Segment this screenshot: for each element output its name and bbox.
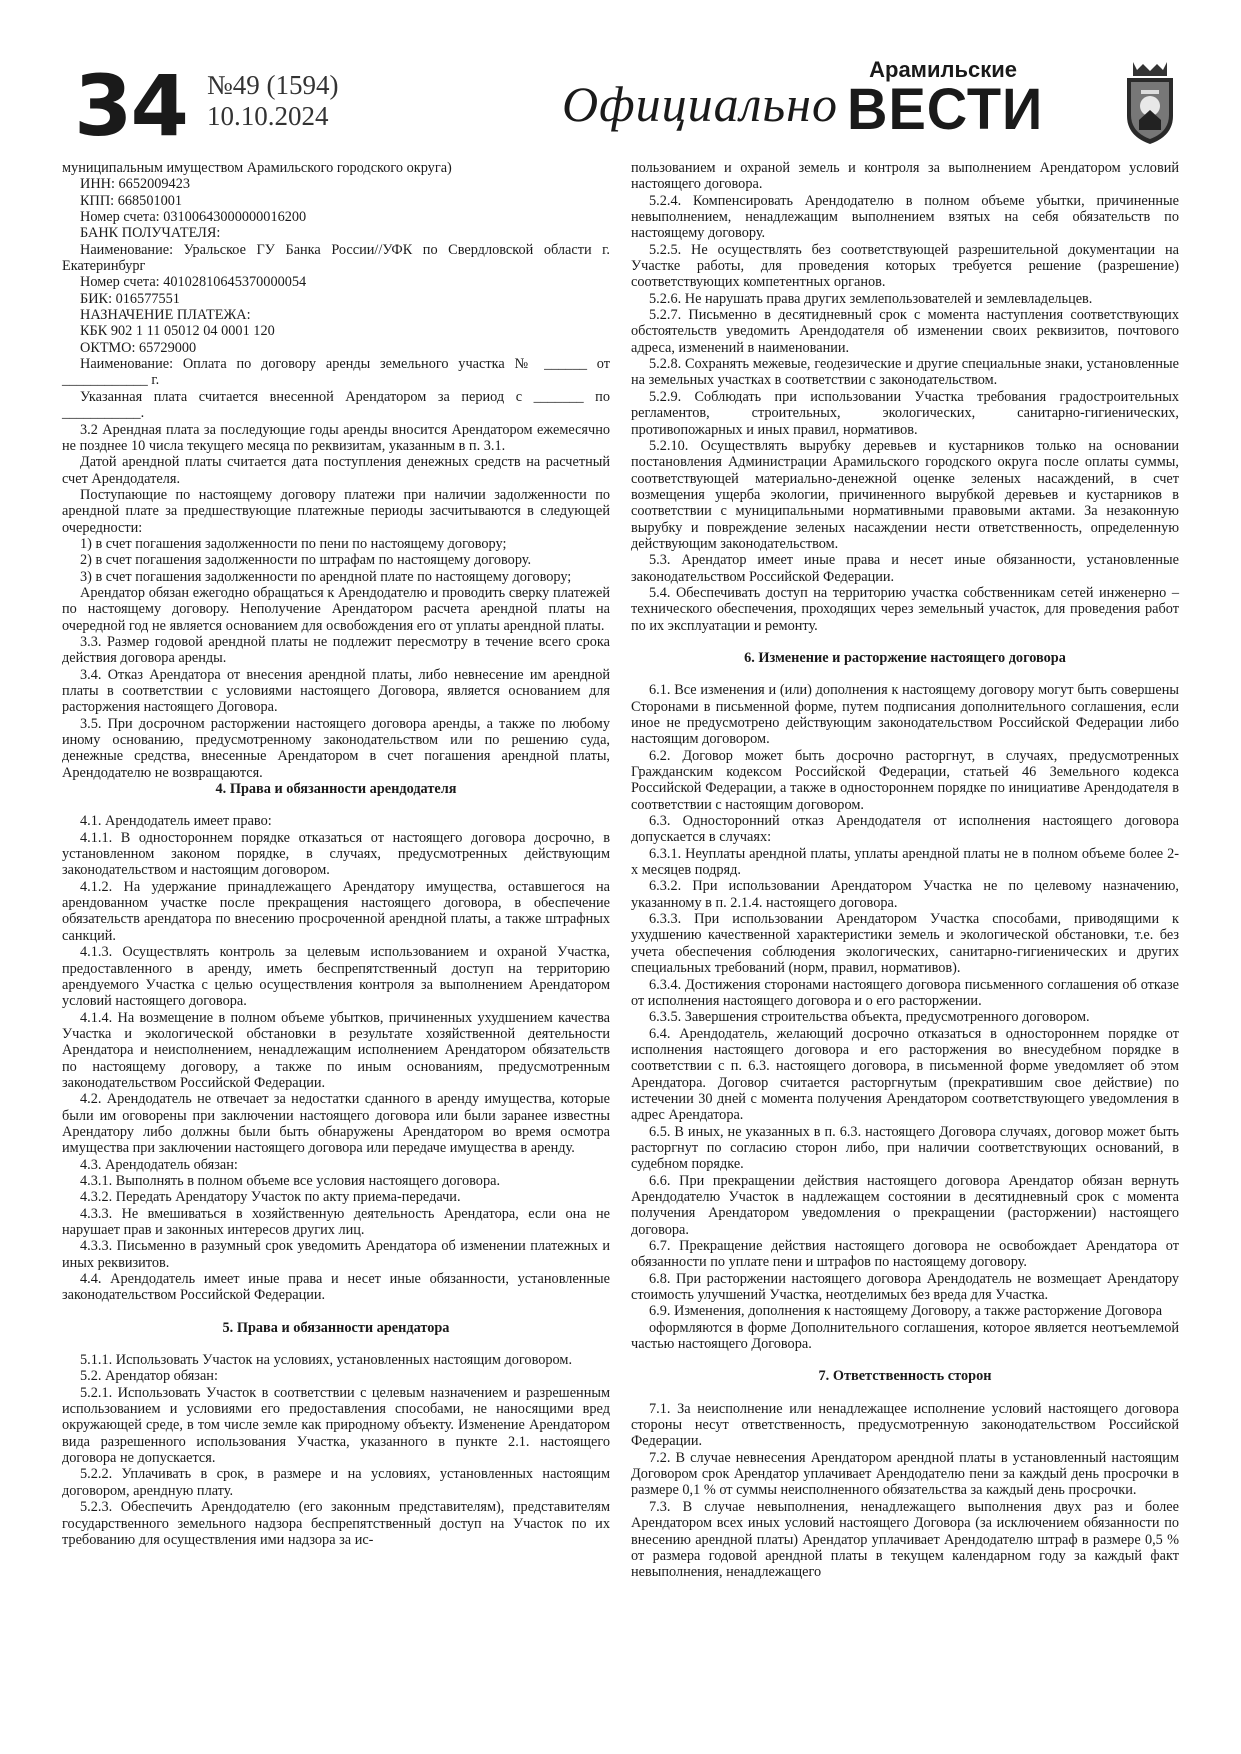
paragraph: КПП: 668501001 <box>80 192 183 209</box>
paragraph: 7.2. В случае невнесения Арендатором арендной платы в установленный настоящим Договором срок Арендатор уплачивает Арендодателю пени за каждый день просрочки в размере 0,1 % от суммы неисполненного обязательства за каждый день просрочки. <box>631 1449 1179 1499</box>
paragraph: 1) в счет погашения задолженности по пени по настоящему договору; <box>80 535 507 552</box>
paragraph: 4.1.2. На удержание принадлежащего Арендатору имущества, оставшегося на арендованном участке после прекращения настоящего договора, в обеспечение обязательств арендатора по внесению просроченной арендной платы, а также штрафных санкций. <box>62 878 610 944</box>
paragraph: 3.3. Размер годовой арендной платы не подлежит пересмотру в течение всего срока действия договора аренды. <box>62 633 610 667</box>
paragraph: 4.3.3. Письменно в разумный срок уведомить Арендатора об изменении платежных и иных реквизитов. <box>62 1238 610 1271</box>
paragraph: 5.2.8. Сохранять межевые, геодезические и другие специальные знаки, установленные на земельных участках в соответствии с законодательством. <box>631 356 1179 389</box>
paragraph: 6.3.5. Завершения строительства объекта, предусмотренного договором. <box>649 1009 1090 1026</box>
paragraph: БИК: 016577551 <box>80 290 180 307</box>
paragraph: 5.2.9. Соблюдать при использовании Участка требования градостроительных регламентов, строительных, экологических, санитарно-гигиенических, противопожарных и иных правил, нормативов. <box>631 388 1179 438</box>
page-number: 34 <box>74 57 187 155</box>
paragraph: БАНК ПОЛУЧАТЕЛЯ: <box>80 225 221 242</box>
paragraph: 7.1. За неисполнение или ненадлежащее исполнение условий настоящего договора стороны несут ответственность, предусмотренную законодательством Российской Федерации. <box>631 1400 1179 1450</box>
paragraph: 5.3. Арендатор имеет иные права и несет иные обязанности, установленные законодательством Российской Федерации. <box>631 552 1179 585</box>
paragraph: 6.4. Арендодатель, желающий досрочно отказаться в одностороннем порядке от исполнения настоящего договора и его расторжения во внесудебном порядке в соответствии с п. 6.3. настоящего договора, в письменной форме уведомляет об этом Арендатора. Договор считается расторгнутым (прекратившим свое действие) по истечении 30 дней с момента получения Арендатором соответствующего уведомления в адрес Арендатора. <box>631 1025 1179 1124</box>
paragraph: ОКТМО: 65729000 <box>80 339 197 356</box>
city-crest-icon <box>1121 60 1179 146</box>
paragraph: 5.1.1. Использовать Участок на условиях, установленных настоящим договором. <box>80 1352 573 1369</box>
paragraph: 3) в счет погашения задолженности по арендной плате по настоящему договору; <box>80 568 572 585</box>
paragraph: 6.5. В иных, не указанных в п. 6.3. настоящего Договора случаях, договор может быть расторгнут по согласию сторон либо, при наличии соответствующих оснований, в судебном порядке. <box>631 1123 1179 1173</box>
paragraph: КБК 902 1 11 05012 04 0001 120 <box>80 323 275 340</box>
logo-top-text: Арамильские <box>869 57 1017 82</box>
paragraph: оформляются в форме Дополнительного соглашения, которое является неотъемлемой частью настоящего Договора. <box>631 1319 1179 1353</box>
paragraph: муниципальным имуществом Арамильского городского округа) <box>62 160 452 176</box>
paragraph: пользованием и охраной земель и контроля за выполнением Арендатором условий настоящего договора. <box>631 160 1179 193</box>
paragraph: 6.3.4. Достижения сторонами настоящего договора письменного соглашения об отказе от исполнения настоящего договора и о его расторжении. <box>631 976 1179 1009</box>
paragraph: 5.2. Арендатор обязан: <box>80 1368 218 1385</box>
paragraph: 2) в счет погашения задолженности по штрафам по настоящему договору. <box>80 552 532 569</box>
paragraph: Поступающие по настоящему договору платежи при наличии задолженности по арендной плате за предшествующие платежные периоды засчитываются в следующей очередности: <box>62 486 610 536</box>
paragraph: 4.4. Арендодатель имеет иные права и несет иные обязанности, установленные законодательством Российской Федерации. <box>62 1271 610 1304</box>
issue-info <box>207 70 339 132</box>
paragraph: 4.3.1. Выполнять в полном объеме все условия настоящего договора. <box>80 1172 501 1189</box>
paragraph: 3.5. При досрочном расторжении настоящего договора аренды, а также по любому иному основанию, предусмотренному законодательством или по решению суда, денежные средства, внесенные Арендатором в счет погашения арендной платы, Арендодателю не возвращаются. <box>62 715 610 781</box>
logo-main-text: ВЕСТИ <box>847 75 1044 142</box>
paragraph: 5.2.4. Компенсировать Арендодателю в полном объеме убытки, причиненные невыполнением, ненадлежащим выполнением взятых на себя обязательств по настоящему договору. <box>631 192 1179 242</box>
paragraph: Наименование: Оплата по договору аренды земельного участка № ______ от ____________ г. <box>62 356 610 389</box>
section-title: Официально <box>562 76 838 132</box>
paragraph: 5.2.7. Письменно в десятидневный срок с момента наступления соответствующих обстоятельств уведомить Арендодателя об изменении своих реквизитов, почтового адреса, изменений в наименовании. <box>631 307 1179 356</box>
text-column-left <box>62 160 610 1548</box>
paragraph: 4.3. Арендодатель обязан: <box>80 1156 238 1173</box>
paragraph: Указанная плата считается внесенной Арендатором за период с _______ по ___________. <box>62 388 610 422</box>
page-header <box>62 58 1179 158</box>
paragraph: 7.3. В случае невыполнения, ненадлежащего выполнения двух раз и более Арендатором всех иных условий настоящего Договора (за исключением обязанности по внесению арендной платы) Арендатор уплачивает Арендодателю штраф в размере 0,5 % от размера годовой арендной платы в текущем календарном году за каждый факт невыполнения, ненадлежащего <box>631 1498 1179 1581</box>
paragraph: 3.4. Отказ Арендатора от внесения арендной платы, либо невнесение им арендной платы в соответствии с условиями настоящего Договора, является основанием для расторжения настоящего Договора. <box>62 666 610 716</box>
paragraph: 4.1.1. В одностороннем порядке отказаться от настоящего договора досрочно, в установленном законом порядке, в случаях, предусмотренных действующим законодательством и настоящим договором. <box>62 829 610 879</box>
issue-date: 10.10.2024 <box>207 101 329 131</box>
paragraph: 6.3.2. При использовании Арендатором Участка не по целевому назначению, указанному в п. 2.1.4. настоящего договора. <box>631 878 1179 911</box>
paragraph: 5.4. Обеспечивать доступ на территорию участка собственникам сетей инженерно – технического обеспечения, проходящих через земельный участок, для проведения работ по их эксплуатации и ремонту. <box>631 584 1179 634</box>
paragraph: 6.7. Прекращение действия настоящего договора не освобождает Арендатора от обязанности по уплате пени и штрафов по настоящему договору. <box>631 1238 1179 1271</box>
newspaper-logo <box>847 57 1044 142</box>
paragraph: 5.2.6. Не нарушать права других землепользователей и землевладельцев. <box>649 290 1093 307</box>
paragraph: 4.3.2. Передать Арендатору Участок по акту приема-передачи. <box>80 1189 461 1206</box>
section-heading: 6. Изменение и расторжение настоящего договора <box>744 649 1066 666</box>
paragraph: ИНН: 6652009423 <box>80 176 191 193</box>
paragraph: 6.9. Изменения, дополнения к настоящему Договору, а также расторжение Договора <box>649 1303 1163 1320</box>
paragraph: Номер счета: 40102810645370000054 <box>80 274 307 291</box>
paragraph: 4.2. Арендодатель не отвечает за недостатки сданного в аренду имущества, которые были им оговорены при заключении настоящего договора или были заранее известны Арендатору либо должны были быть обнаружены Арендатором во время осмотра имущества при заключении настоящего договора или передаче имущества в аренду. <box>62 1091 610 1157</box>
paragraph: 3.2 Арендная плата за последующие годы аренды вносится Арендатором ежемесячно не позднее 10 числа текущего месяца по реквизитам, указанным в п. 3.1. <box>62 421 610 454</box>
paragraph: 4.1.3. Осуществлять контроль за целевым использованием и охраной Участка, предоставленного в аренду, иметь беспрепятственный доступ на территорию арендуемого Участка с целью осуществления контроля за выполнением Арендатором условий настоящего договора. <box>62 944 610 1010</box>
paragraph: Номер счета: 03100643000000016200 <box>80 209 307 226</box>
paragraph: 6.3. Односторонний отказ Арендодателя от исполнения настоящего договора допускается в случаях: <box>631 813 1179 846</box>
paragraph: НАЗНАЧЕНИЕ ПЛАТЕЖА: <box>80 307 251 324</box>
paragraph: 6.2. Договор может быть досрочно расторгнут, в случаях, предусмотренных Гражданским кодексом Российской Федерации, статьей 46 Земельного кодекса Российской Федерации, а также в одностороннем порядке по инициативе Арендодателя в соответствии с настоящим договором. <box>631 747 1179 813</box>
section-heading: 4. Права и обязанности арендодателя <box>215 781 457 798</box>
paragraph: 5.2.10. Осуществлять вырубку деревьев и кустарников только на основании постановления Администрации Арамильского городского округа после оплаты суммы, соответствующей материально-денежной оценке зеленых насаждений, в счет возмещения ущерба экологии, причиненного вырубкой деревьев и кустарников в соответствии с муниципальными нормативными правовыми актами. За незаконную вырубку и повреждение зеленых насаждении нести ответственность, определенную действующим законодательством. <box>631 437 1179 552</box>
text-column-right <box>631 160 1179 1581</box>
paragraph: 5.2.2. Уплачивать в срок, в размере и на условиях, установленных настоящим договором, арендную плату. <box>62 1466 610 1499</box>
paragraph: 6.3.3. При использовании Арендатором Участка способами, приводящими к ухудшению качественной характеристики земель и экологической обстановки, т.е. без учета обеспечения соблюдения экологических, санитарно-гигиенических и других специальных требований (норм, правил, нормативов). <box>631 911 1179 977</box>
paragraph: 6.8. При расторжении настоящего договора Арендодатель не возмещает Арендатору стоимость улучшений Участка, неотделимых без вреда для Участка. <box>631 1270 1179 1304</box>
paragraph: 6.1. Все изменения и (или) дополнения к настоящему договору могут быть совершены Сторонами в письменной форме, путем подписания дополнительного соглашения, если иное не предусмотрено действующим законодательством Российской Федерации либо настоящим договором. <box>631 682 1179 748</box>
paragraph: 5.2.5. Не осуществлять без соответствующей разрешительной документации на Участке работы, для проведения которых требуется решение (разрешение) соответствующих компетентных органов. <box>631 241 1179 291</box>
paragraph: 5.2.3. Обеспечить Арендодателю (его законным представителям), представителям государственного земельного надзора беспрепятственный доступ на Участок по их требованию для осуществления ими надзора за ис- <box>62 1499 610 1548</box>
paragraph: 4.3.3. Не вмешиваться в хозяйственную деятельность Арендатора, если она не нарушает прав и законных интересов других лиц. <box>62 1205 610 1238</box>
paragraph: 6.3.1. Неуплаты арендной платы, уплаты арендной платы не в полном объеме более 2-х месяцев подряд. <box>631 845 1179 879</box>
section-heading: 5. Права и обязанности арендатора <box>222 1319 450 1336</box>
paragraph: Датой арендной платы считается дата поступления денежных средств на расчетный счет Арендодателя. <box>62 454 610 487</box>
issue-number: №49 (1594) <box>207 70 339 100</box>
paragraph: 4.1. Арендодатель имеет право: <box>80 813 272 830</box>
section-heading: 7. Ответственность сторон <box>818 1368 992 1385</box>
paragraph: 6.6. При прекращении действия настоящего договора Арендатор обязан вернуть Арендодателю Участок в надлежащем состоянии в десятидневный срок с момента получения Арендатором уведомления о прекращении (расторжении) настоящего договора. <box>631 1172 1179 1238</box>
paragraph: 5.2.1. Использовать Участок в соответствии с целевым назначением и разрешенным использованием и условиями его предоставления способами, не наносящими вред окружающей среде, в том числе земле как природному объекту. Изменение Арендатором вида разрешенного использования Участка, указанного в пункте 2.1. настоящего договора не допускается. <box>62 1384 610 1467</box>
paragraph: Арендатор обязан ежегодно обращаться к Арендодателю и проводить сверку платежей по настоящему договору. Неполучение Арендатором расчета арендной платы на очередной год не является основанием для освобождения его от уплаты арендной платы. <box>62 584 610 634</box>
paragraph: 4.1.4. На возмещение в полном объеме убытков, причиненных ухудшением качества Участка и экологической обстановки в результате хозяйственной деятельности Арендатора и неисполнением, ненадлежащим исполнением Арендатором обязательств по настоящему договору, а также по иным основаниям, предусмотренным законодательством Российской Федерации. <box>62 1009 610 1091</box>
paragraph: Наименование: Уральское ГУ Банка России//УФК по Свердловской области г. Екатеринбург <box>62 241 610 275</box>
